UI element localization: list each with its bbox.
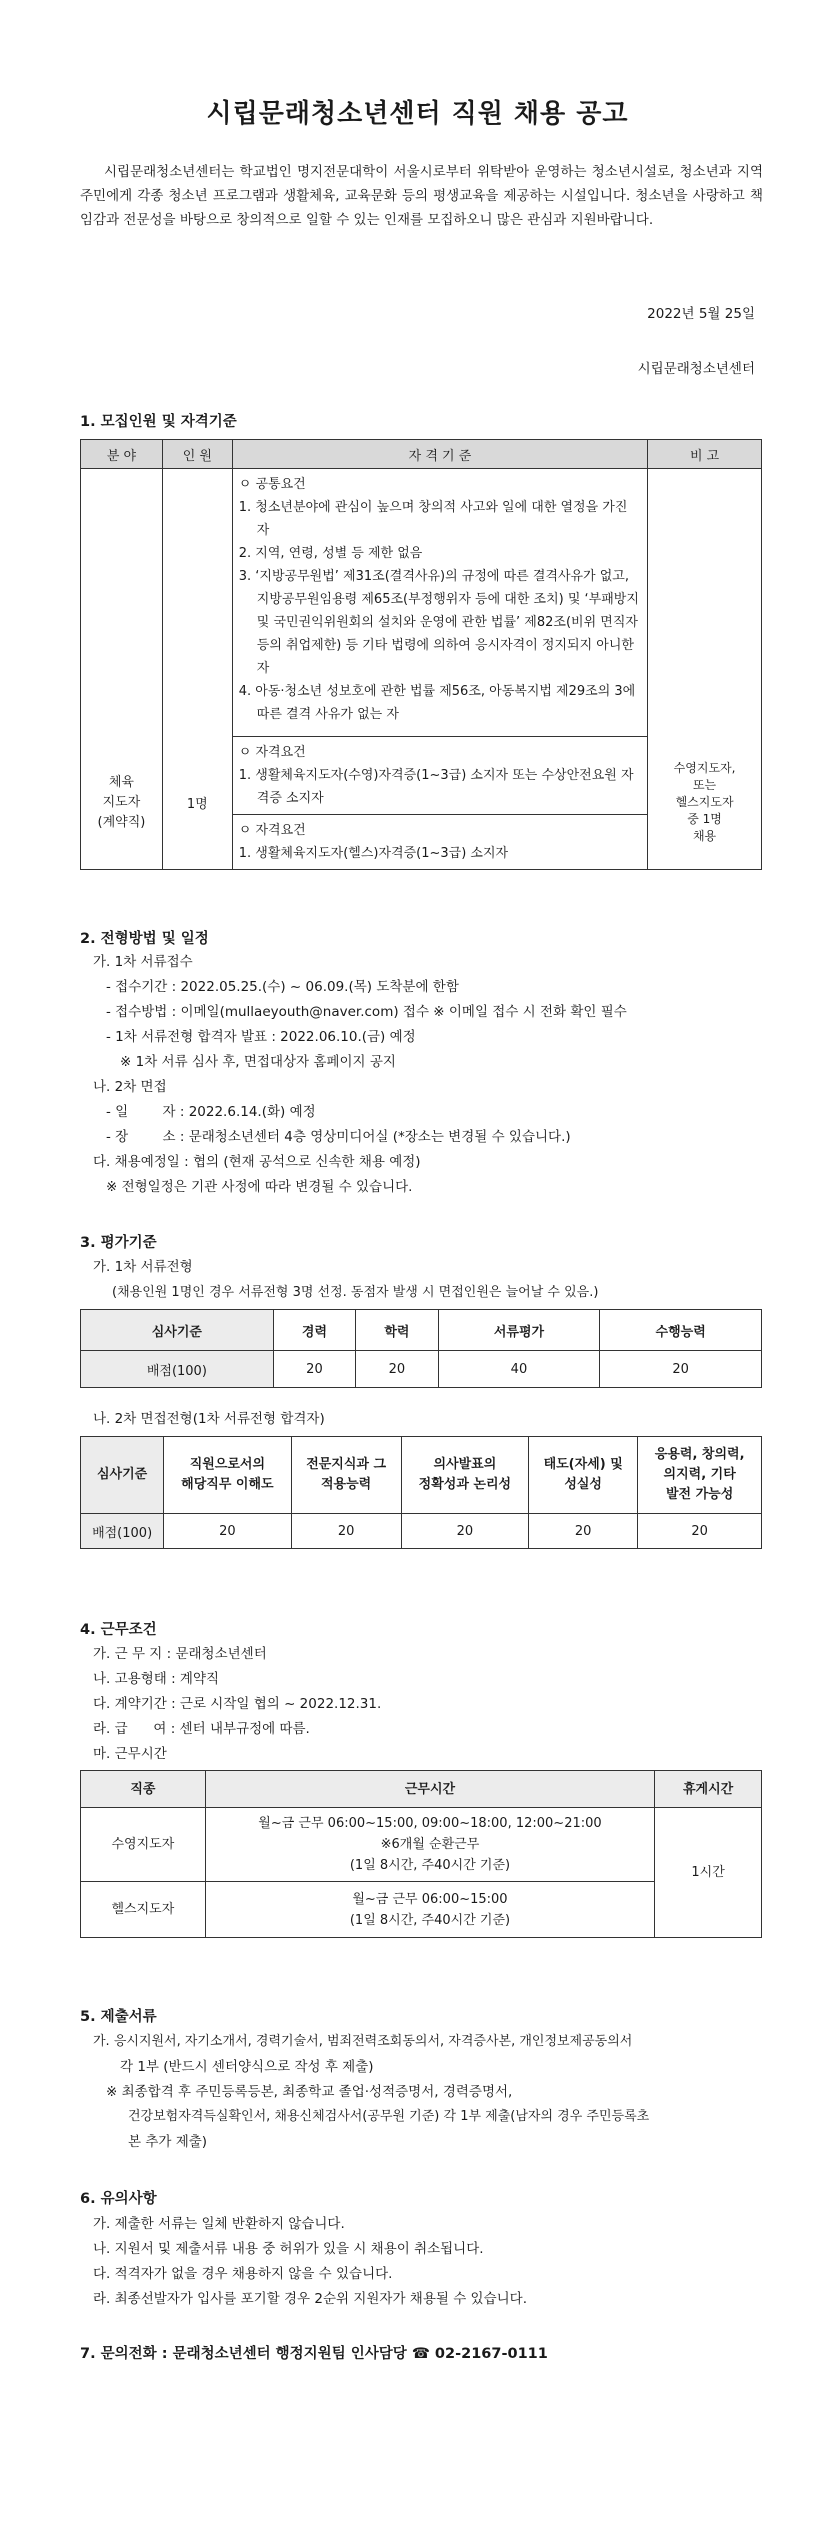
- s2-line: ※ 전형일정은 기관 사정에 따라 변경될 수 있습니다.: [106, 1179, 413, 1195]
- s2-line: 다. 채용예정일 : 협의 (현재 공석으로 신속한 채용 예정): [93, 1154, 421, 1170]
- col-requirements: 자 격 기 준: [232, 440, 647, 469]
- interview-score-table: 심사기준 직원으로서의 해당직무 이해도 전문지식과 그 적용능력 의사발표의 정확성과 논리성 태도(자세) 및 성실성 응용력, 창의력, 의지력, 기타 발전 가능성 배점(100) 20 20 20 20 20: [80, 1436, 762, 1549]
- s4-line: 다. 계약기간 : 근로 시작일 협의 ~ 2022.12.31.: [93, 1696, 382, 1712]
- qualification-table: [80, 439, 762, 870]
- col-field: 분 야: [81, 440, 163, 469]
- s2-line: - 접수기간 : 2022.05.25.(수) ~ 06.09.(목) 도착분에 한함: [106, 979, 459, 995]
- s2-line: - 1차 서류전형 합격자 발표 : 2022.06.10.(금) 예정: [106, 1029, 416, 1045]
- work-hours-table: 직종 근무시간 휴게시간 수영지도자 월~금 근무 06:00~15:00, 09:00~18:00, 12:00~21:00 ※6개월 순환근무 (1일 8시간, 주40시간 기준) 1시간 헬스지도자 월~금 근무 06:00~15:00 (1일 8시간, 주40시간 기준): [80, 1770, 762, 1938]
- rest-time: 1시간: [655, 1808, 762, 1938]
- s2-line: 나. 2차 면접: [93, 1079, 167, 1095]
- note-cell: 수영지도자, 또는 헬스지도자 중 1명 채용: [648, 737, 762, 870]
- intro-paragraph: 시립문래청소년센터는 학교법인 명지전문대학이 서울시로부터 위탁받아 운영하는 청소년시설로, 청소년과 지역주민에게 각종 청소년 프로그램과 생활체육, 교육문화 등의 평생교육을 제공하는 시설입니다. 청소년을 사랑하고 책임감과 전문성을 바탕으로 창의적으로 일할 수 있는 인재를 모집하오니 많은 관심과 지원바랍니다.: [80, 164, 763, 228]
- section-6-heading: 6. 유의사항: [80, 2191, 157, 2207]
- section-5-heading: 5. 제출서류: [80, 2009, 157, 2025]
- document-score-table: 심사기준 경력 학력 서류평가 수행능력 배점(100) 20 20 40 20: [80, 1309, 762, 1388]
- s6-line: 라. 최종선발자가 입사를 포기할 경우 2순위 지원자가 채용될 수 있습니다.: [93, 2291, 527, 2307]
- page-title: 시립문래청소년센터 직원 채용 공고: [206, 99, 629, 129]
- s5-line: 건강보험자격득실확인서, 채용신체검사서(공무원 기준) 각 1부 제출(남자의 경우 주민등록초: [128, 2109, 650, 2124]
- gym-job: 헬스지도자: [81, 1882, 206, 1938]
- s5-line: 가. 응시지원서, 자기소개서, 경력기술서, 범죄전력조회동의서, 자격증사본, 개인정보제공동의서: [93, 2034, 633, 2049]
- s2-line: - 접수방법 : 이메일(mullaeyouth@naver.com) 접수 ※ 이메일 접수 시 전화 확인 필수: [106, 1004, 627, 1020]
- s5-line: 본 추가 제출): [128, 2134, 208, 2150]
- s3-doc-note: (채용인원 1명인 경우 서류전형 3명 선정. 동점자 발생 시 면접인원은 늘어날 수 있음.): [112, 1285, 599, 1300]
- s2-line: - 일 자 : 2022.6.14.(화) 예정: [106, 1104, 316, 1120]
- org-name: 시립문래청소년센터: [637, 361, 755, 377]
- s5-line: 각 1부 (반드시 센터양식으로 작성 후 제출): [120, 2059, 374, 2075]
- s2-line: 가. 1차 서류접수: [93, 954, 193, 970]
- contact-line: 7. 문의전화 : 문래청소년센터 행정지원팀 인사담당 ☎ 02-2167-0111: [80, 2346, 548, 2362]
- s4-line: 라. 급 여 : 센터 내부규정에 따름.: [93, 1721, 310, 1737]
- s4-line: 가. 근 무 지 : 문래청소년센터: [93, 1646, 267, 1662]
- common-requirements: ㅇ 공통요건 1. 청소년분야에 관심이 높으며 창의적 사고와 일에 대한 열정을 가진 자 2. 지역, 연령, 성별 등 제한 없음 3. ‘지방공무원법’ 제31조(결격사유)의 규정에 따른 결격사유가 없고, 지방공무원임용령 제65조(부정행위자 등에 대한 조치) 및 ‘부패방지 및 국민권익위원회의 설치와 운영에 관한 법률’ 제82조(비위 면직자 등의 취업제한) 등 기타 법령에 의하여 응시자격이 정지되지 아니한 자 4. 아동·청소년 성보호에 관한 법률 제56조, 아동복지법 제29조의 3에 따른 결격 사유가 없는 자: [232, 469, 647, 737]
- s2-line: - 장 소 : 문래청소년센터 4층 영상미디어실 (*장소는 변경될 수 있습니다.): [106, 1129, 571, 1145]
- post-date: 2022년 5월 25일: [647, 306, 755, 322]
- gym-requirements: ㅇ 자격요건 1. 생활체육지도자(헬스)자격증(1~3급) 소지자: [232, 815, 647, 870]
- section-3-heading: 3. 평가기준: [80, 1235, 157, 1251]
- swim-requirements: ㅇ 자격요건 1. 생활체육지도자(수영)자격증(1~3급) 소지자 또는 수상안전요원 자격증 소지자: [232, 737, 647, 815]
- section-1-heading: 1. 모집인원 및 자격기준: [80, 414, 237, 430]
- col-note: 비 고: [648, 440, 762, 469]
- col-count: 인 원: [162, 440, 232, 469]
- section-4-heading: 4. 근무조건: [80, 1622, 157, 1638]
- s6-line: 다. 적격자가 없을 경우 채용하지 않을 수 있습니다.: [93, 2266, 393, 2282]
- s5-line: ※ 최종합격 후 주민등록등본, 최종학교 졸업·성적증명서, 경력증명서,: [106, 2084, 513, 2100]
- s6-line: 가. 제출한 서류는 일체 반환하지 않습니다.: [93, 2216, 345, 2232]
- s2-line: ※ 1차 서류 심사 후, 면접대상자 홈페이지 공지: [120, 1054, 396, 1070]
- section-2-heading: 2. 전형방법 및 일정: [80, 931, 209, 947]
- gym-hours: 월~금 근무 06:00~15:00 (1일 8시간, 주40시간 기준): [205, 1882, 654, 1938]
- s3-doc-title: 가. 1차 서류전형: [93, 1259, 193, 1275]
- s3-interview-title: 나. 2차 면접전형(1차 서류전형 합격자): [93, 1411, 325, 1427]
- s4-line: 나. 고용형태 : 계약직: [93, 1671, 220, 1687]
- s6-line: 나. 지원서 및 제출서류 내용 중 허위가 있을 시 채용이 취소됩니다.: [93, 2241, 484, 2257]
- field-cell: 체육 지도자 (계약직): [81, 737, 163, 870]
- s4-line: 마. 근무시간: [93, 1746, 167, 1762]
- swim-job: 수영지도자: [81, 1808, 206, 1882]
- swim-hours: 월~금 근무 06:00~15:00, 09:00~18:00, 12:00~21:00 ※6개월 순환근무 (1일 8시간, 주40시간 기준): [205, 1808, 654, 1882]
- count-cell: 1명: [162, 737, 232, 870]
